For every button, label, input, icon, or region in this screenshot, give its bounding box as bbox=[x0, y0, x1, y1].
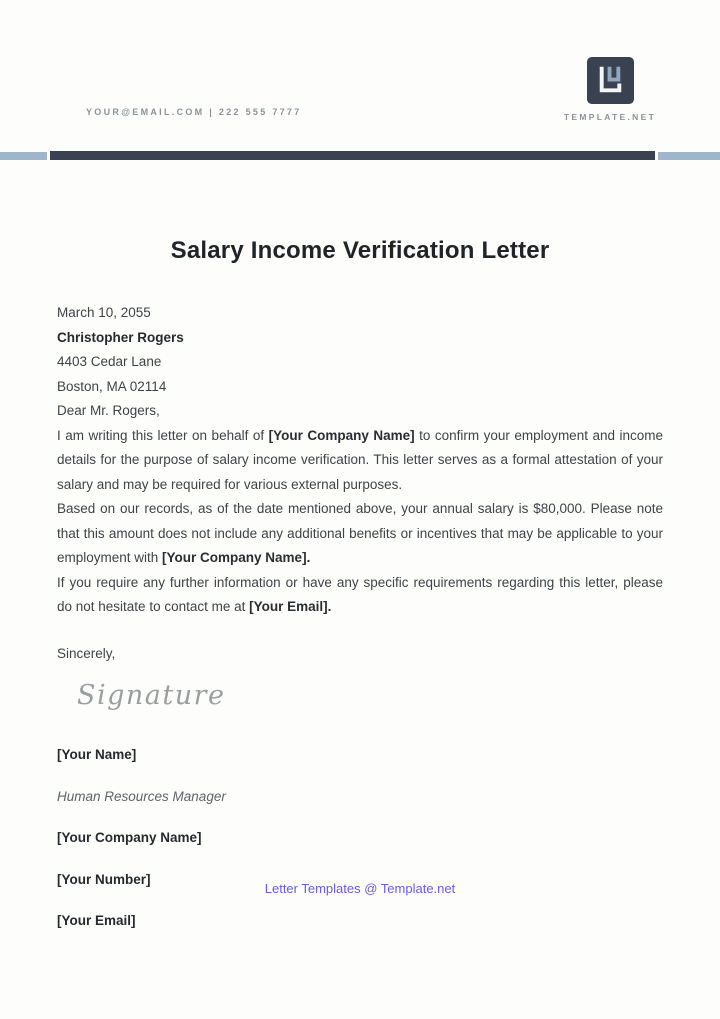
recipient-name: Christopher Rogers bbox=[57, 329, 184, 345]
letter-date: March 10, 2055 bbox=[57, 305, 151, 320]
recipient-address1: 4403 Cedar Lane bbox=[57, 354, 162, 369]
page-title: Salary Income Verification Letter bbox=[170, 237, 550, 264]
brand-name: TEMPLATE.NET bbox=[563, 112, 657, 122]
closing: Sincerely, bbox=[57, 645, 116, 661]
sender-email-placeholder: [Your Email] bbox=[57, 913, 136, 928]
header-divider bbox=[0, 151, 720, 161]
sender-number-placeholder: [Your Number] bbox=[57, 871, 151, 887]
sender-name-placeholder: [Your Name] bbox=[57, 747, 137, 762]
footer-template-link[interactable]: Letter Templates @ Template.net bbox=[264, 881, 456, 896]
divider-bar bbox=[50, 151, 655, 160]
template-net-lu-logo-icon bbox=[587, 57, 634, 104]
recipient-address2: Boston, MA 02114 bbox=[57, 378, 167, 394]
sender-job-title: Human Resources Manager bbox=[57, 788, 226, 804]
handwritten-signature: Signature bbox=[77, 680, 226, 711]
salutation: Dear Mr. Rogers, bbox=[57, 403, 160, 418]
sender-company-placeholder: [Your Company Name] bbox=[57, 830, 202, 845]
header-contact-info: YOUR@EMAIL.COM | 222 555 7777 bbox=[86, 107, 302, 117]
paragraph-contact: If you require any further information or have any specific requirements regarding this letter, please do not hesitate to contact me at [Your Email]. bbox=[57, 574, 663, 614]
divider-accent-right bbox=[658, 152, 720, 160]
paragraph-salary-details: Based on our records, as of the date mentioned above, your annual salary is $80,000. Please note that this amount does not include any additional benefits or incentives that may be applicable to your employment with [Your Company Name]. bbox=[57, 501, 663, 565]
letter-body bbox=[57, 301, 663, 934]
divider-accent-left bbox=[0, 152, 47, 160]
brand-block bbox=[547, 57, 673, 122]
paragraph-introduction: I am writing this letter on behalf of [Your Company Name] to confirm your employment and income details for the purpose of salary income verification. This letter serves as a formal attestation of your salary and may be required for various external purposes. bbox=[57, 427, 663, 492]
